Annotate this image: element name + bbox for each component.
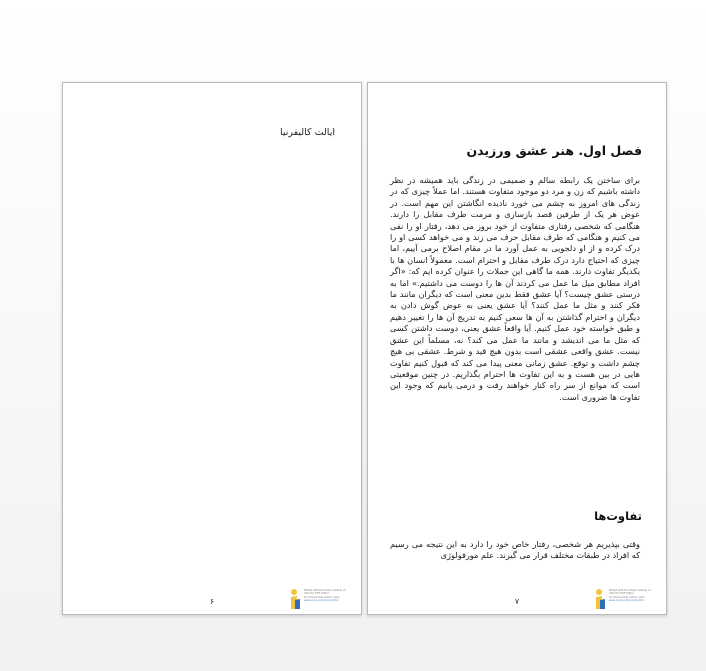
watermark-text: Edited with the demo version of Infix Pro PDF Editor To remove this notice, visit: www.iceni.com/unlock.htm xyxy=(609,589,665,602)
body-paragraph: برای ساختن یک رابطه سالم و صمیمی در زندگی باید همیشه در نظر داشته باشیم که زن و مرد دو موجود متفاوت هستند. اما عملاً چیزی که در زندگی های امروز به چشم می خورد نادیده انگاشتن این مهم است. در عوض هر یک از طرفین قصد بازسازی و مرمت طرف مقابل را دارند. هنگامی که شخصی رفتاری متفاوت از خود بروز می دهد، رفتار او را نفی می کنیم و هنگامی که طرف مقابل حرف می زند و می خواهد کسی او را درک کرده و از او دلجویی به عمل آورد ما در مقام اصلاح برمی آییم، اما چیزی که احتیاج دارد درک طرف مقابل و احترام است. معمولاً انسان ها با یکدیگر تفاوت دارند. همه ما گاهی این جملات را عنوان کرده ایم که: «اگر افراد مطابق میل ما عمل می کردند آن ها را دوست می داشتیم.» اما به درستی عشق چیست؟ آیا عشق فقط بدین معنی است که دیگران مانند ما فکر کنند و مثل ما عمل کنند؟ آیا عشق یعنی به عوض گوش دادن به دیگران و احترام گذاشتن به آن ها سعی کنیم به تدریج آن ها را تغییر دهیم و طبق خواسته خود عمل کنیم. آیا واقعاً عشق یعنی، دوست داشتن کسی که مثل ما می اندیشد و مانند ما عمل می کند؟ نه، مسلماً این عشق نیست. عشق واقعی عشقی است بدون هیچ قید و شرط. عشقی بی هیچ چشم داشت و توقع. عشق زمانی معنی پیدا می کند که قبول کنیم تفاوت هایی در بین هست و به این تفاوت ها احترام بگذاریم. در چنین موقعیتی است که موانع از سر راه کنار خواهند رفت و درمی یابیم که وجود این تفاوت ها ضروری است. xyxy=(390,175,640,402)
page-number: ۷ xyxy=(514,597,520,606)
watermark-text: Edited with the demo version of Infix Pro PDF Editor To remove this notice, visit: www.iceni.com/unlock.htm xyxy=(304,589,360,602)
left-page xyxy=(62,82,362,615)
page-number: ۶ xyxy=(209,597,215,606)
section-title: تفاوت‌ها xyxy=(594,509,642,523)
state-name-text: ایالت کالیفرنیا xyxy=(279,127,335,138)
watermark-link[interactable]: www.iceni.com/unlock.htm xyxy=(609,598,644,602)
right-page xyxy=(367,82,667,615)
chapter-title: فصل اول. هنر عشق ورزیدن xyxy=(466,143,642,158)
watermark-link[interactable]: www.iceni.com/unlock.htm xyxy=(304,598,339,602)
body-paragraph-second: وقتی بپذیریم هر شخصی، رفتار خاص خود را دارد به این نتیجه می رسیم که افراد در طبقات مختلف قرار می گیرند. علم مورفولوژی xyxy=(390,539,640,561)
